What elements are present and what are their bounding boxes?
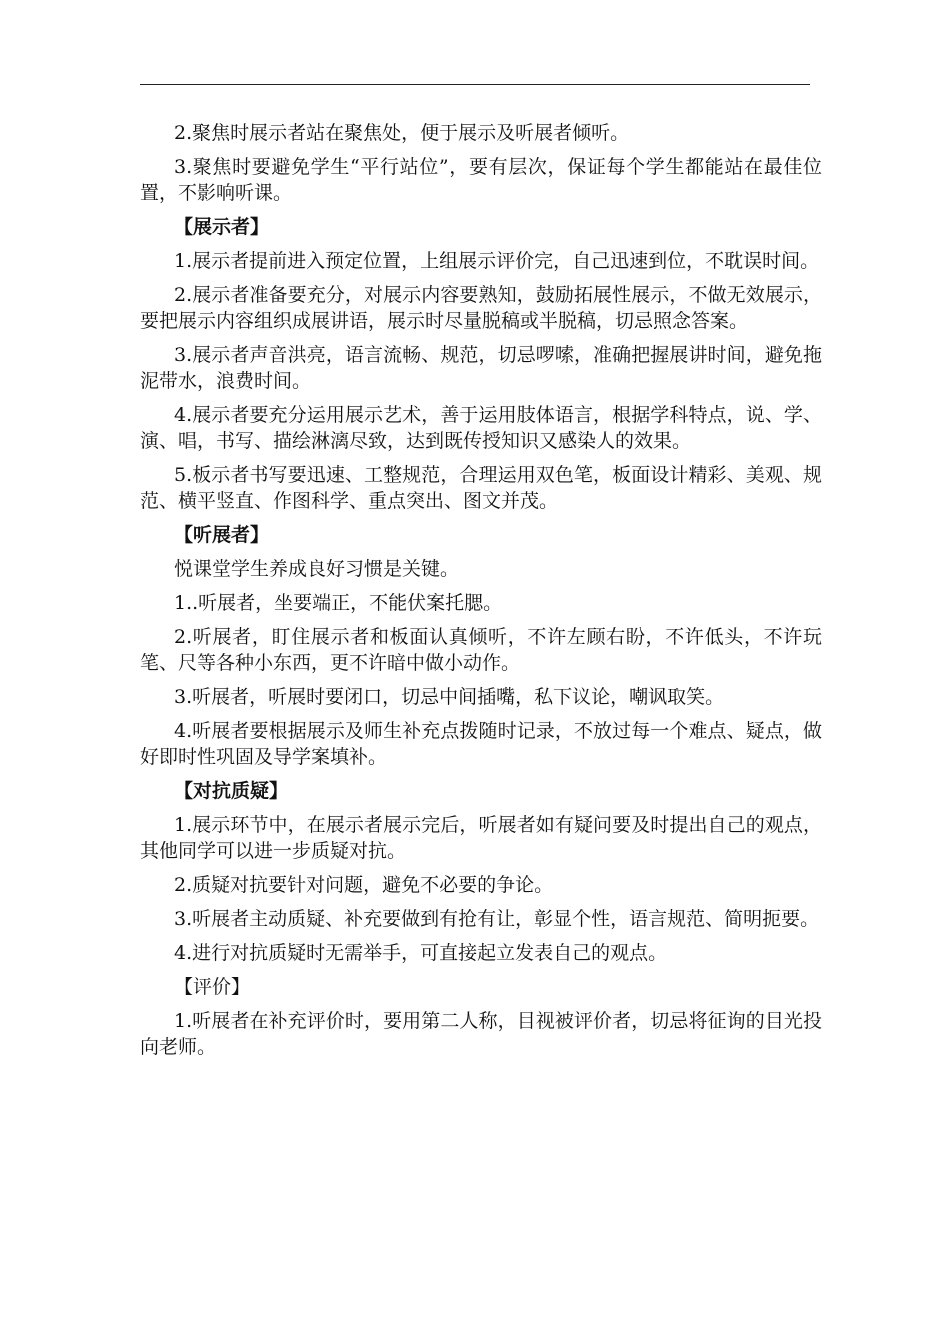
paragraph: 3.聚焦时要避免学生“平行站位”，要有层次，保证每个学生都能站在最佳位置，不影响听课。 <box>140 156 822 204</box>
paragraph: 悦课堂学生养成良好习惯是关键。 <box>174 558 460 580</box>
header-rule <box>140 84 810 85</box>
paragraph: 5.板示者书写要迅速、工整规范，合理运用双色笔，板面设计精彩、美观、规范、横平竖直、作图科学、重点突出、图文并茂。 <box>140 464 822 512</box>
paragraph: 2.聚焦时展示者站在聚焦处，便于展示及听展者倾听。 <box>174 122 630 144</box>
paragraph: 2.听展者，盯住展示者和板面认真倾听，不许左顾右盼，不许低头，不许玩笔、尺等各种小东西，更不许暗中做小动作。 <box>140 626 822 674</box>
paragraph: 4.进行对抗质疑时无需举手，可直接起立发表自己的观点。 <box>174 942 668 964</box>
paragraph: 1.展示者提前进入预定位置，上组展示评价完，自己迅速到位，不耽误时间。 <box>174 250 820 272</box>
paragraph: 4.听展者要根据展示及师生补充点拨随时记录，不放过每一个难点、疑点，做好即时性巩固及导学案填补。 <box>140 720 822 768</box>
section-heading: 【听展者】 <box>174 524 270 546</box>
paragraph: 2.质疑对抗要针对问题，避免不必要的争论。 <box>174 874 554 896</box>
section-heading: 【展示者】 <box>174 216 270 238</box>
paragraph: 1.展示环节中，在展示者展示完后，听展者如有疑问要及时提出自己的观点，其他同学可以进一步质疑对抗。 <box>140 814 822 862</box>
document-body <box>140 120 822 1068</box>
section-heading: 【评价】 <box>174 976 251 998</box>
paragraph: 1..听展者，坐要端正，不能伏案托腮。 <box>174 592 503 614</box>
paragraph: 2.展示者准备要充分，对展示内容要熟知，鼓励拓展性展示，不做无效展示，要把展示内容组织成展讲语，展示时尽量脱稿或半脱稿，切忌照念答案。 <box>140 284 822 332</box>
paragraph: 3.听展者主动质疑、补充要做到有抢有让，彰显个性，语言规范、简明扼要。 <box>174 908 820 930</box>
section-heading: 【对抗质疑】 <box>174 780 289 802</box>
paragraph: 3.听展者，听展时要闭口，切忌中间插嘴，私下议论，嘲讽取笑。 <box>174 686 725 708</box>
paragraph: 3.展示者声音洪亮，语言流畅、规范，切忌啰嗦，准确把握展讲时间，避免拖泥带水，浪费时间。 <box>140 344 822 392</box>
paragraph: 4.展示者要充分运用展示艺术，善于运用肢体语言，根据学科特点，说、学、演、唱，书写、描绘淋漓尽致，达到既传授知识又感染人的效果。 <box>140 404 822 452</box>
paragraph: 1.听展者在补充评价时，要用第二人称，目视被评价者，切忌将征询的目光投向老师。 <box>140 1010 822 1058</box>
